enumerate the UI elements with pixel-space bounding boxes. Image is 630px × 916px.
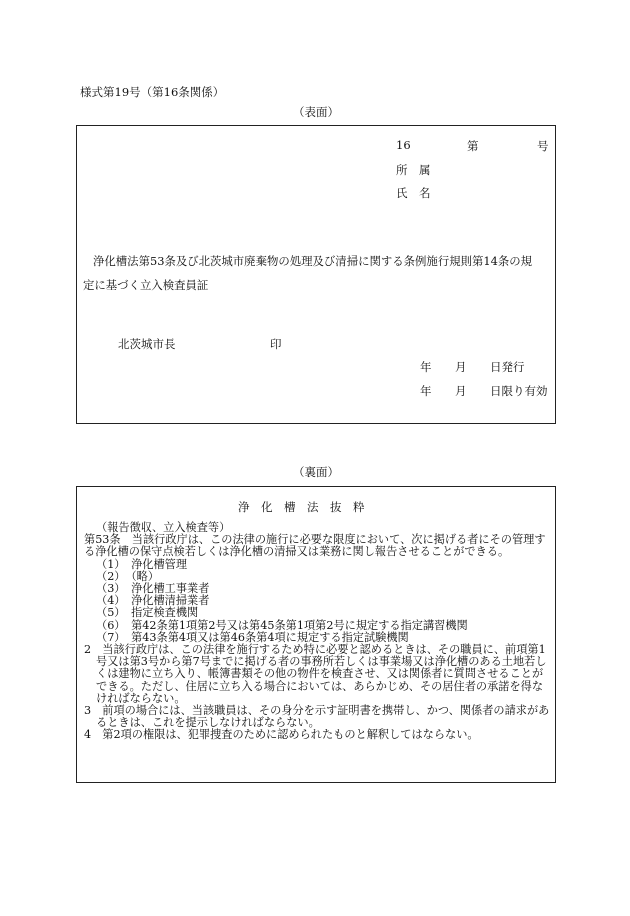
issue-year: 年 <box>420 360 432 374</box>
front-certificate-box <box>76 125 556 424</box>
certificate-title-line1: 浄化槽法第53条及び北茨城市廃棄物の処理及び清掃に関する条例施行規則第14条の規 <box>93 254 533 268</box>
back-side-label: （裏面） <box>293 465 339 479</box>
article-item: （6） 第42条第1項第2号又は第45条第1項第2号に規定する指定講習機関 <box>96 618 468 632</box>
number-year: 16 <box>396 138 411 152</box>
paragraph-4: 4 第2項の権限は、犯罪捜査のために認められたものと解釈してはならない。 <box>84 728 479 742</box>
expiry-year: 年 <box>420 384 432 398</box>
article-item: （2） （略） <box>96 569 160 583</box>
excerpt-heading: （報告徴収、立入検査等） <box>96 521 231 534</box>
paragraph-2: 2 当該行政庁は、この法律を施行するため特に必要と認めるときは、その職員に、前項第1号又は第3号から第7号までに掲げる者の事務所若しくは事業場又は浄化槽のある土地若しくは建物に立ち入り、帳簿書類その他の物件を検査させ、又は関係者に質問させることができる。ただし、住居に立ち入る場合においては、あらかじめ、その居住者の承諾を得なければならない。 <box>84 643 547 705</box>
form-number: 様式第19号（第16条関係） <box>80 85 225 99</box>
affiliation-label: 所 属 <box>396 163 431 177</box>
issue-day-suffix: 日発行 <box>490 360 525 374</box>
article-item: （5） 指定検査機関 <box>96 606 199 620</box>
paragraph-3: 3 前項の場合には、当該職員は、その身分を示す証明書を携帯し、かつ、関係者の請求があるときは、これを提示しなければならない。 <box>84 704 550 730</box>
issue-month: 月 <box>455 360 467 374</box>
expiry-month: 月 <box>455 384 467 398</box>
name-label: 氏 名 <box>396 186 431 200</box>
excerpt-title: 浄 化 槽 法 抜 粋 <box>238 500 365 514</box>
excerpt-body <box>84 522 554 742</box>
front-side-label: （表面） <box>293 105 339 119</box>
article-item: （4） 浄化槽清掃業者 <box>96 594 210 608</box>
number-go: 号 <box>537 139 549 153</box>
certificate-title-line2: 定に基づく立入検査員証 <box>83 278 209 292</box>
expiry-day-suffix: 日限り有効 <box>490 384 548 398</box>
seal-mark: 印 <box>270 337 282 351</box>
article-53: 第53条 当該行政庁は、この法律の施行に必要な限度において、次に掲げる者にその管理する浄化槽の保守点検若しくは浄化槽の清掃又は業務に関し報告させることができる。 <box>84 533 546 559</box>
article-item: （1） 浄化槽管理 <box>96 557 188 571</box>
article-item: （3） 浄化槽工事業者 <box>96 582 210 596</box>
issuer-name: 北茨城市長 <box>118 337 176 351</box>
article-item: （7） 第43条第4項又は第46条第4項に規定する指定試験機関 <box>96 630 409 644</box>
number-dai: 第 <box>467 139 479 153</box>
